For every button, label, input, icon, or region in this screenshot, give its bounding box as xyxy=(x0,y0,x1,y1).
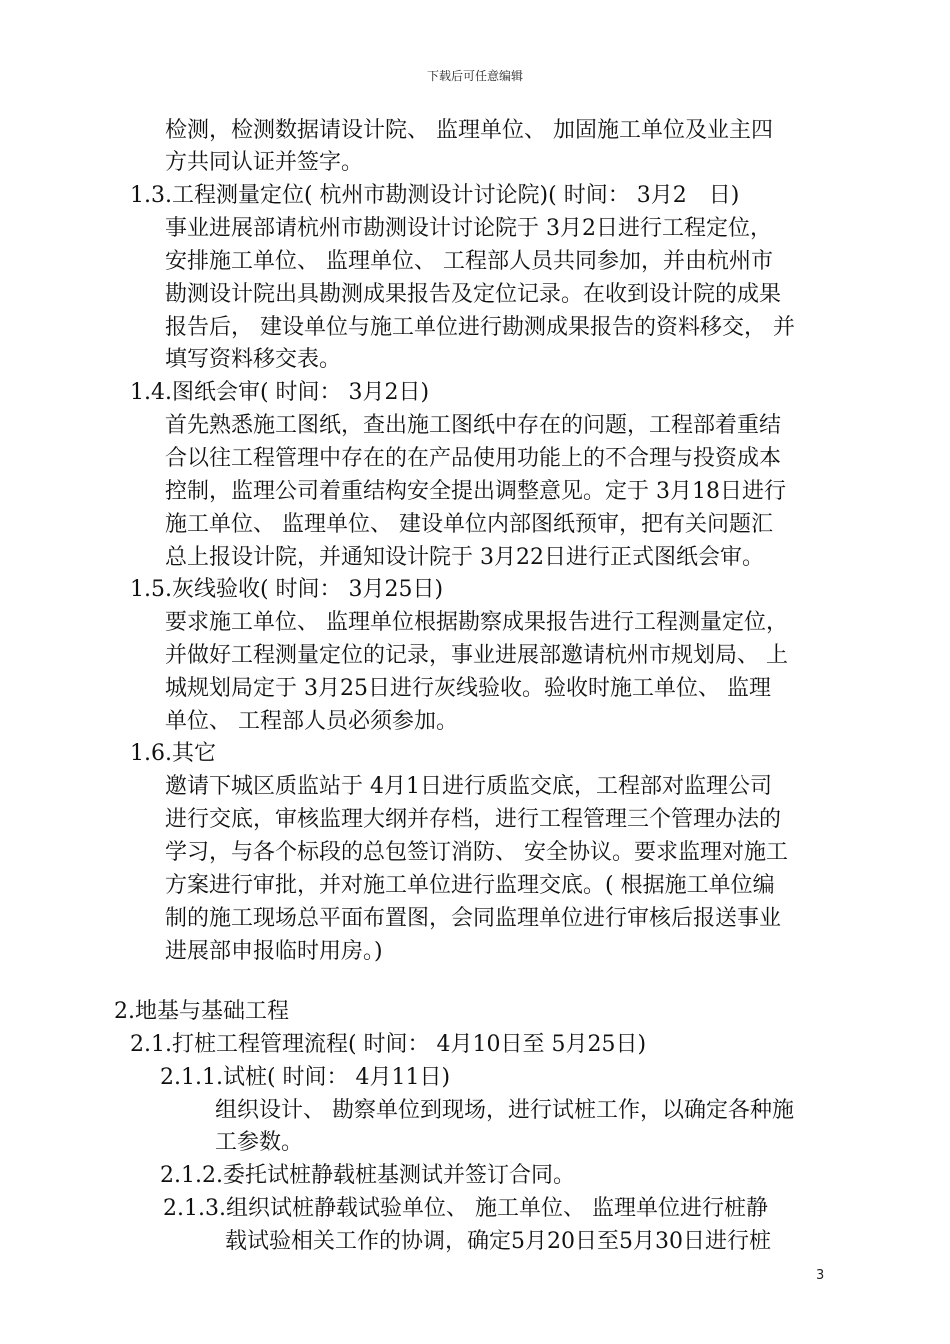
body-line: 检测，检测数据请设计院、 监理单位、 加固施工单位及业主四 xyxy=(165,118,773,143)
body-line: 勘测设计院出具勘测成果报告及定位记录。在收到设计院的成果 xyxy=(165,282,782,307)
section-heading-1-3: 1.3.工程测量定位( 杭州市勘测设计讨论院)( 时间： 3月2 日) xyxy=(130,183,740,208)
section-heading-1-6: 1.6.其它 xyxy=(130,741,216,766)
page-header: 下载后可任意编辑 xyxy=(426,69,523,83)
body-line: 报告后， 建设单位与施工单位进行勘测成果报告的资料移交， 并 xyxy=(165,315,795,340)
body-line: 要求施工单位、 监理单位根据勘察成果报告进行工程测量定位， xyxy=(165,610,788,635)
body-line: 载试验相关工作的协调，确定5月20日至5月30日进行桩 xyxy=(225,1229,771,1254)
body-line: 学习，与各个标段的总包签订消防、 安全协议。要求监理对施工 xyxy=(165,840,788,865)
body-line: 方共同认证并签字。 xyxy=(165,150,364,175)
body-line: 填写资料移交表。 xyxy=(165,347,342,372)
body-line: 邀请下城区质监站于 4月1日进行质监交底，工程部对监理公司 xyxy=(165,774,772,799)
body-line: 并做好工程测量定位的记录，事业进展部邀请杭州市规划局、 上 xyxy=(165,643,788,668)
body-line: 城规划局定于 3月25日进行灰线验收。验收时施工单位、 监理 xyxy=(165,676,771,701)
body-line: 进行交底，审核监理大纲并存档，进行工程管理三个管理办法的 xyxy=(165,807,782,832)
section-heading-2-1-1: 2.1.1.试桩( 时间： 4月11日) xyxy=(160,1065,451,1090)
section-heading-2: 2.地基与基础工程 xyxy=(114,999,289,1024)
section-heading-2-1: 2.1.打桩工程管理流程( 时间： 4月10日至 5月25日) xyxy=(130,1032,647,1057)
body-line: 工参数。 xyxy=(215,1130,304,1155)
section-heading-1-5: 1.5.灰线验收( 时间： 3月25日) xyxy=(130,577,444,602)
section-heading-2-1-3: 2.1.3.组织试桩静载试验单位、 施工单位、 监理单位进行桩静 xyxy=(163,1196,768,1221)
body-line: 方案进行审批，并对施工单位进行监理交底。( 根据施工单位编 xyxy=(165,873,775,898)
section-heading-2-1-2: 2.1.2.委托试桩静载桩基测试并签订合同。 xyxy=(160,1163,575,1188)
body-line: 进展部申报临时用房。) xyxy=(165,939,383,964)
section-heading-1-4: 1.4.图纸会审( 时间： 3月2日) xyxy=(130,380,430,405)
body-line: 施工单位、 监理单位、 建设单位内部图纸预审，把有关问题汇 xyxy=(165,512,773,537)
body-line: 合以往工程管理中存在的在产品使用功能上的不合理与投资成本 xyxy=(165,446,782,471)
page-number: 3 xyxy=(816,1268,825,1283)
body-line: 控制，监理公司着重结构安全提出调整意见。定于 3月18日进行 xyxy=(165,479,786,504)
body-line: 组织设计、 勘察单位到现场，进行试桩工作，以确定各种施 xyxy=(215,1098,794,1123)
body-line: 安排施工单位、 监理单位、 工程部人员共同参加，并由杭州市 xyxy=(165,249,773,274)
body-line: 首先熟悉施工图纸，查出施工图纸中存在的问题，工程部着重结 xyxy=(165,413,782,438)
body-line: 总上报设计院，并通知设计院于 3月22日进行正式图纸会审。 xyxy=(165,545,764,570)
body-line: 制的施工现场总平面布置图，会同监理单位进行审核后报送事业 xyxy=(165,906,782,931)
body-line: 事业进展部请杭州市勘测设计讨论院于 3月2日进行工程定位， xyxy=(165,216,772,241)
body-line: 单位、 工程部人员必须参加。 xyxy=(165,709,458,734)
